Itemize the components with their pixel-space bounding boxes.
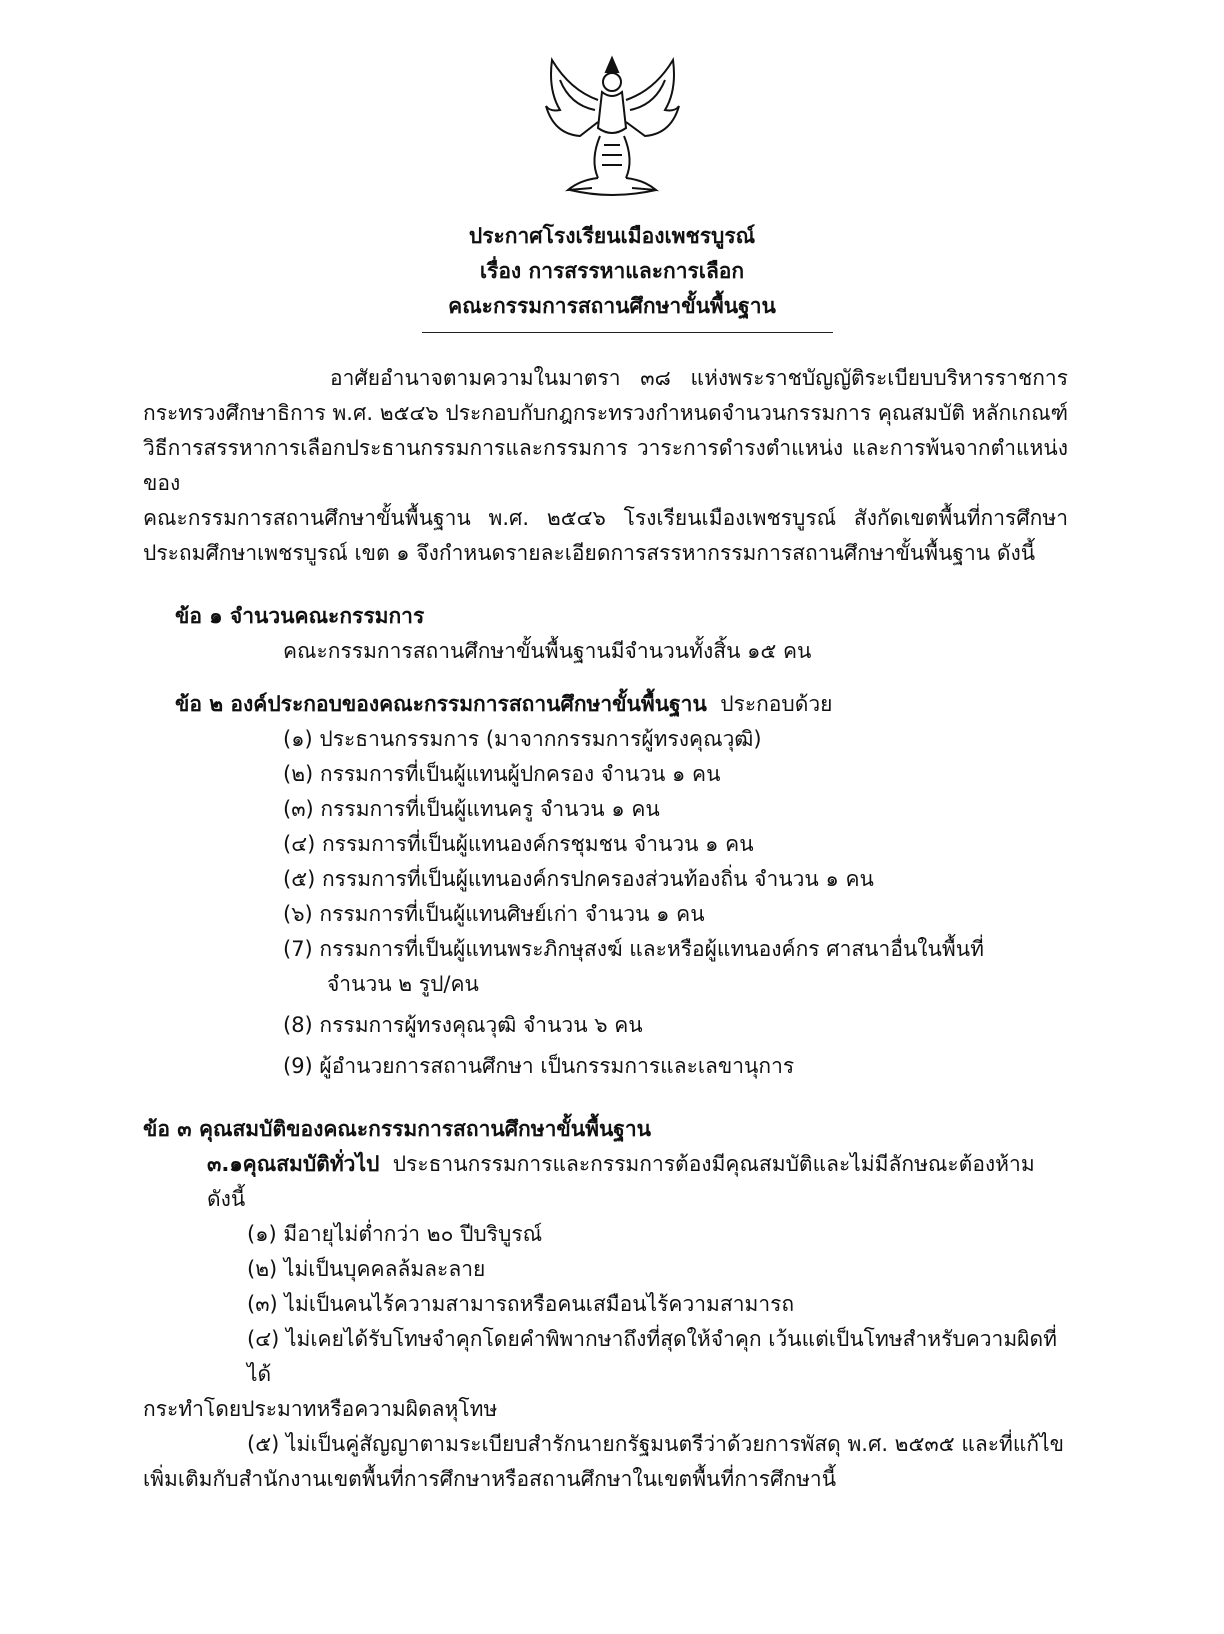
list-item: (๑) ประธานกรรมการ (มาจากกรรมการผู้ทรงคุณวุฒิ): [283, 727, 762, 751]
preamble-line: กระทรวงศึกษาธิการ พ.ศ. ๒๕๔๖ ประกอบกับกฎกระทรวงกำหนดจำนวนกรรมการ คุณสมบัติ หลักเกณฑ์: [143, 401, 1068, 425]
preamble-line: ประถมศึกษาเพชรบูรณ์ เขต ๑ จึงกำหนดรายละเอียดการสรรหากรรมการสถานศึกษาขั้นพื้นฐาน ดังนี้: [143, 541, 1036, 565]
section-2-heading-suffix: ประกอบด้วย: [720, 692, 833, 716]
list-item: (๕) กรรมการที่เป็นผู้แทนองค์กรปกครองส่วนท้องถิ่น จำนวน ๑ คน: [283, 867, 874, 891]
section-2-heading: [175, 687, 1068, 722]
section-3-1: [207, 1147, 1068, 1217]
section-1-heading: ข้อ ๑ จำนวนคณะกรรมการ: [175, 604, 425, 628]
list-item: (8) กรรมการผู้ทรงคุณวุฒิ จำนวน ๖ คน: [283, 1013, 643, 1037]
section-2-heading-bold: ข้อ ๒ องค์ประกอบของคณะกรรมการสถานศึกษาขั้นพื้นฐาน: [175, 692, 707, 716]
list-item: (๔) กรรมการที่เป็นผู้แทนองค์กรชุมชน จำนวน ๑ คน: [283, 832, 754, 856]
list-item: (9) ผู้อำนวยการสถานศึกษา เป็นกรรมการและเลขานุการ: [283, 1054, 795, 1078]
list-item: (๓) กรรมการที่เป็นผู้แทนครู จำนวน ๑ คน: [283, 797, 660, 821]
title-line-2: เรื่อง การสรรหาและการเลือก: [479, 259, 745, 283]
list-item: (๕) ไม่เป็นคู่สัญญาตามระเบียบสำรักนายกรัฐมนตรีว่าด้วยการพัสดุ พ.ศ. ๒๕๓๕ และที่แก้ไข: [247, 1432, 1065, 1456]
preamble-line: คณะกรรมการสถานศึกษาขั้นพื้นฐาน พ.ศ. ๒๕๔๖ โรงเรียนเมืองเพชรบูรณ์ สังกัดเขตพื้นที่การศึกษา: [143, 506, 1068, 530]
document-body: [143, 219, 1068, 1557]
preamble-line: วิธีการสรรหาการเลือกประธานกรรมการและกรรมการ วาระการดำรงตำแหน่ง และการพ้นจากตำแหน่งของ: [143, 436, 1068, 495]
section-1-body: คณะกรรมการสถานศึกษาขั้นพื้นฐานมีจำนวนทั้งสิ้น ๑๕ คน: [283, 639, 812, 663]
list-item: (๖) กรรมการที่เป็นผู้แทนศิษย์เก่า จำนวน ๑ คน: [283, 902, 705, 926]
list-item: (๒) กรรมการที่เป็นผู้แทนผู้ปกครอง จำนวน ๑ คน: [283, 762, 721, 786]
title-line-3: คณะกรรมการสถานศึกษาขั้นพื้นฐาน: [448, 294, 776, 318]
title-line-1: ประกาศโรงเรียนเมืองเพชรบูรณ์: [468, 224, 756, 248]
list-item-continuation: กระทำโดยประมาทหรือความผิดลหุโทษ: [143, 1397, 498, 1421]
preamble-line: อาศัยอำนาจตามความในมาตรา ๓๘ แห่งพระราชบัญญัติระเบียบบริหารราชการ: [330, 366, 1068, 390]
section-3-heading: ข้อ ๓ คุณสมบัติของคณะกรรมการสถานศึกษาขั้นพื้นฐาน: [143, 1117, 652, 1141]
title-divider: [422, 332, 833, 333]
preamble: [143, 361, 1068, 571]
title-block: [0, 219, 1224, 324]
list-item-continuation: เพิ่มเติมกับสำนักงานเขตพื้นที่การศึกษาหรือสถานศึกษาในเขตพื้นที่การศึกษานี้: [143, 1467, 837, 1491]
section-3-1-text: ประธานกรรมการและกรรมการต้องมีคุณสมบัติและไม่มีลักษณะต้องห้าม ดังนี้: [207, 1152, 1035, 1211]
list-item: (7) กรรมการที่เป็นผู้แทนพระภิกษุสงฆ์ และหรือผู้แทนองค์กร ศาสนาอื่นในพื้นที่: [283, 937, 984, 961]
list-item: (๓) ไม่เป็นคนไร้ความสามารถหรือคนเสมือนไร้ความสามารถ: [247, 1292, 795, 1316]
garuda-emblem: [540, 50, 685, 205]
section-3-1-heading: ๓.๑คุณสมบัติทั่วไป: [207, 1152, 380, 1176]
list-item: (๒) ไม่เป็นบุคคลล้มละลาย: [247, 1257, 486, 1281]
list-item: (๔) ไม่เคยได้รับโทษจำคุกโดยคำพิพากษาถึงที่สุดให้จำคุก เว้นแต่เป็นโทษสำหรับความผิดที่ได้: [247, 1327, 1057, 1386]
list-item: (๑) มีอายุไม่ต่ำกว่า ๒๐ ปีบริบูรณ์: [247, 1222, 543, 1246]
list-item-continuation: จำนวน ๒ รูป/คน: [327, 972, 479, 996]
